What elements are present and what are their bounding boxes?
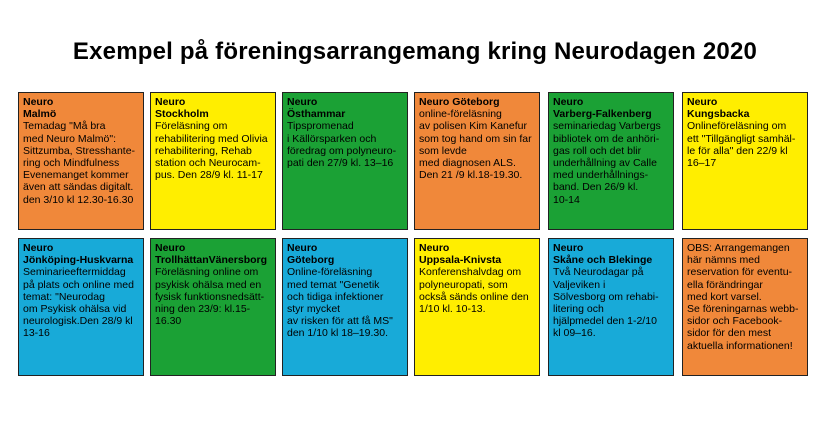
event-card-body: Onlineföreläsning om ett "Tillgängligt samhäl- le för alla" den 22/9 kl 16–17 <box>687 120 796 170</box>
event-card <box>682 92 808 230</box>
event-card-heading: Neuro Varberg-Falkenberg <box>553 96 652 121</box>
event-card-heading: Neuro Uppsala-Knivsta <box>419 242 502 267</box>
event-card <box>150 238 276 376</box>
event-card-body: online-föreläsning av polisen Kim Kanefur som tog hand om sin far som levde med diagnosen ALS. Den 21 /9 kl.18-19.30. <box>419 108 532 182</box>
event-card-heading: Neuro Jönköping-Huskvarna <box>23 242 134 267</box>
event-card-heading: Neuro Malmö <box>23 96 57 121</box>
event-card-heading: Neuro Kungsbacka <box>687 96 750 121</box>
event-card-heading: Neuro Stockholm <box>155 96 209 121</box>
event-card-body: Föreläsning online om psykisk ohälsa med en fysisk funktionsnedsätt- ning den 23/9: kl.15- 16.30 <box>155 266 265 328</box>
event-card-body: Temadag "Må bra med Neuro Malmö": Sittzumba, Stresshante- ring och Mindfulness Evenemanget kommer även att sändas digitalt. den 3/10 kl 12.30-16.30 <box>23 120 136 206</box>
event-card <box>282 92 408 230</box>
page-title: Exempel på föreningsarrangemang kring Neurodagen 2020 <box>72 38 758 65</box>
event-card <box>414 92 540 230</box>
event-card-heading: Neuro Östhammar <box>287 96 346 121</box>
event-card-heading: Neuro TrollhättanVänersborg <box>155 242 268 267</box>
event-card-body: Konferenshalvdag om polyneuropati, som också sänds online den 1/10 kl. 10-13. <box>419 266 529 316</box>
event-card <box>414 238 540 376</box>
event-card-heading: Neuro Göteborg <box>419 96 500 108</box>
event-card <box>548 92 674 230</box>
event-card <box>548 238 674 376</box>
event-card-body: Tipspromenad i Källörsparken och föredrag om polyneuro- pati den 27/9 kl. 13–16 <box>287 120 397 170</box>
event-card-body: seminariedag Varbergs bibliotek om de anhöri- gas roll och det blir underhållning av Calle med underhållnings- band. Den 26/9 kl. 10-14 <box>553 120 661 206</box>
event-card-body: Föreläsning om rehabilitering med Olivia rehabilitering, Rehab station och Neurocam- pus. Den 28/9 kl. 11-17 <box>155 120 268 182</box>
event-card-body: Online-föreläsning med temat "Genetik och tidiga infektioner styr mycket av risken för att få MS" den 1/10 kl 18–19.30. <box>287 266 393 340</box>
event-card-body: Seminarieeftermiddag på plats och online med temat: "Neurodag om Psykisk ohälsa vid neurologisk.Den 28/9 kl 13-16 <box>23 266 134 340</box>
event-card <box>150 92 276 230</box>
event-card-heading: Neuro Göteborg <box>287 242 335 267</box>
event-card <box>282 238 408 376</box>
event-card <box>682 238 808 376</box>
event-card-body: Två Neurodagar på Valjeviken i Sölvesborg om rehabi- litering och hjälpmedel den 1-2/10 kl 09–16. <box>553 266 659 340</box>
event-card <box>18 92 144 230</box>
event-card <box>18 238 144 376</box>
event-card-heading: Neuro Skåne och Blekinge <box>553 242 653 267</box>
event-card-body: OBS: Arrangemangen här nämns med reservation för eventu- ella förändringar med kort varsel. Se föreningarnas webb- sidor och Facebook- sidor för den mest aktuella informationen! <box>687 242 799 352</box>
